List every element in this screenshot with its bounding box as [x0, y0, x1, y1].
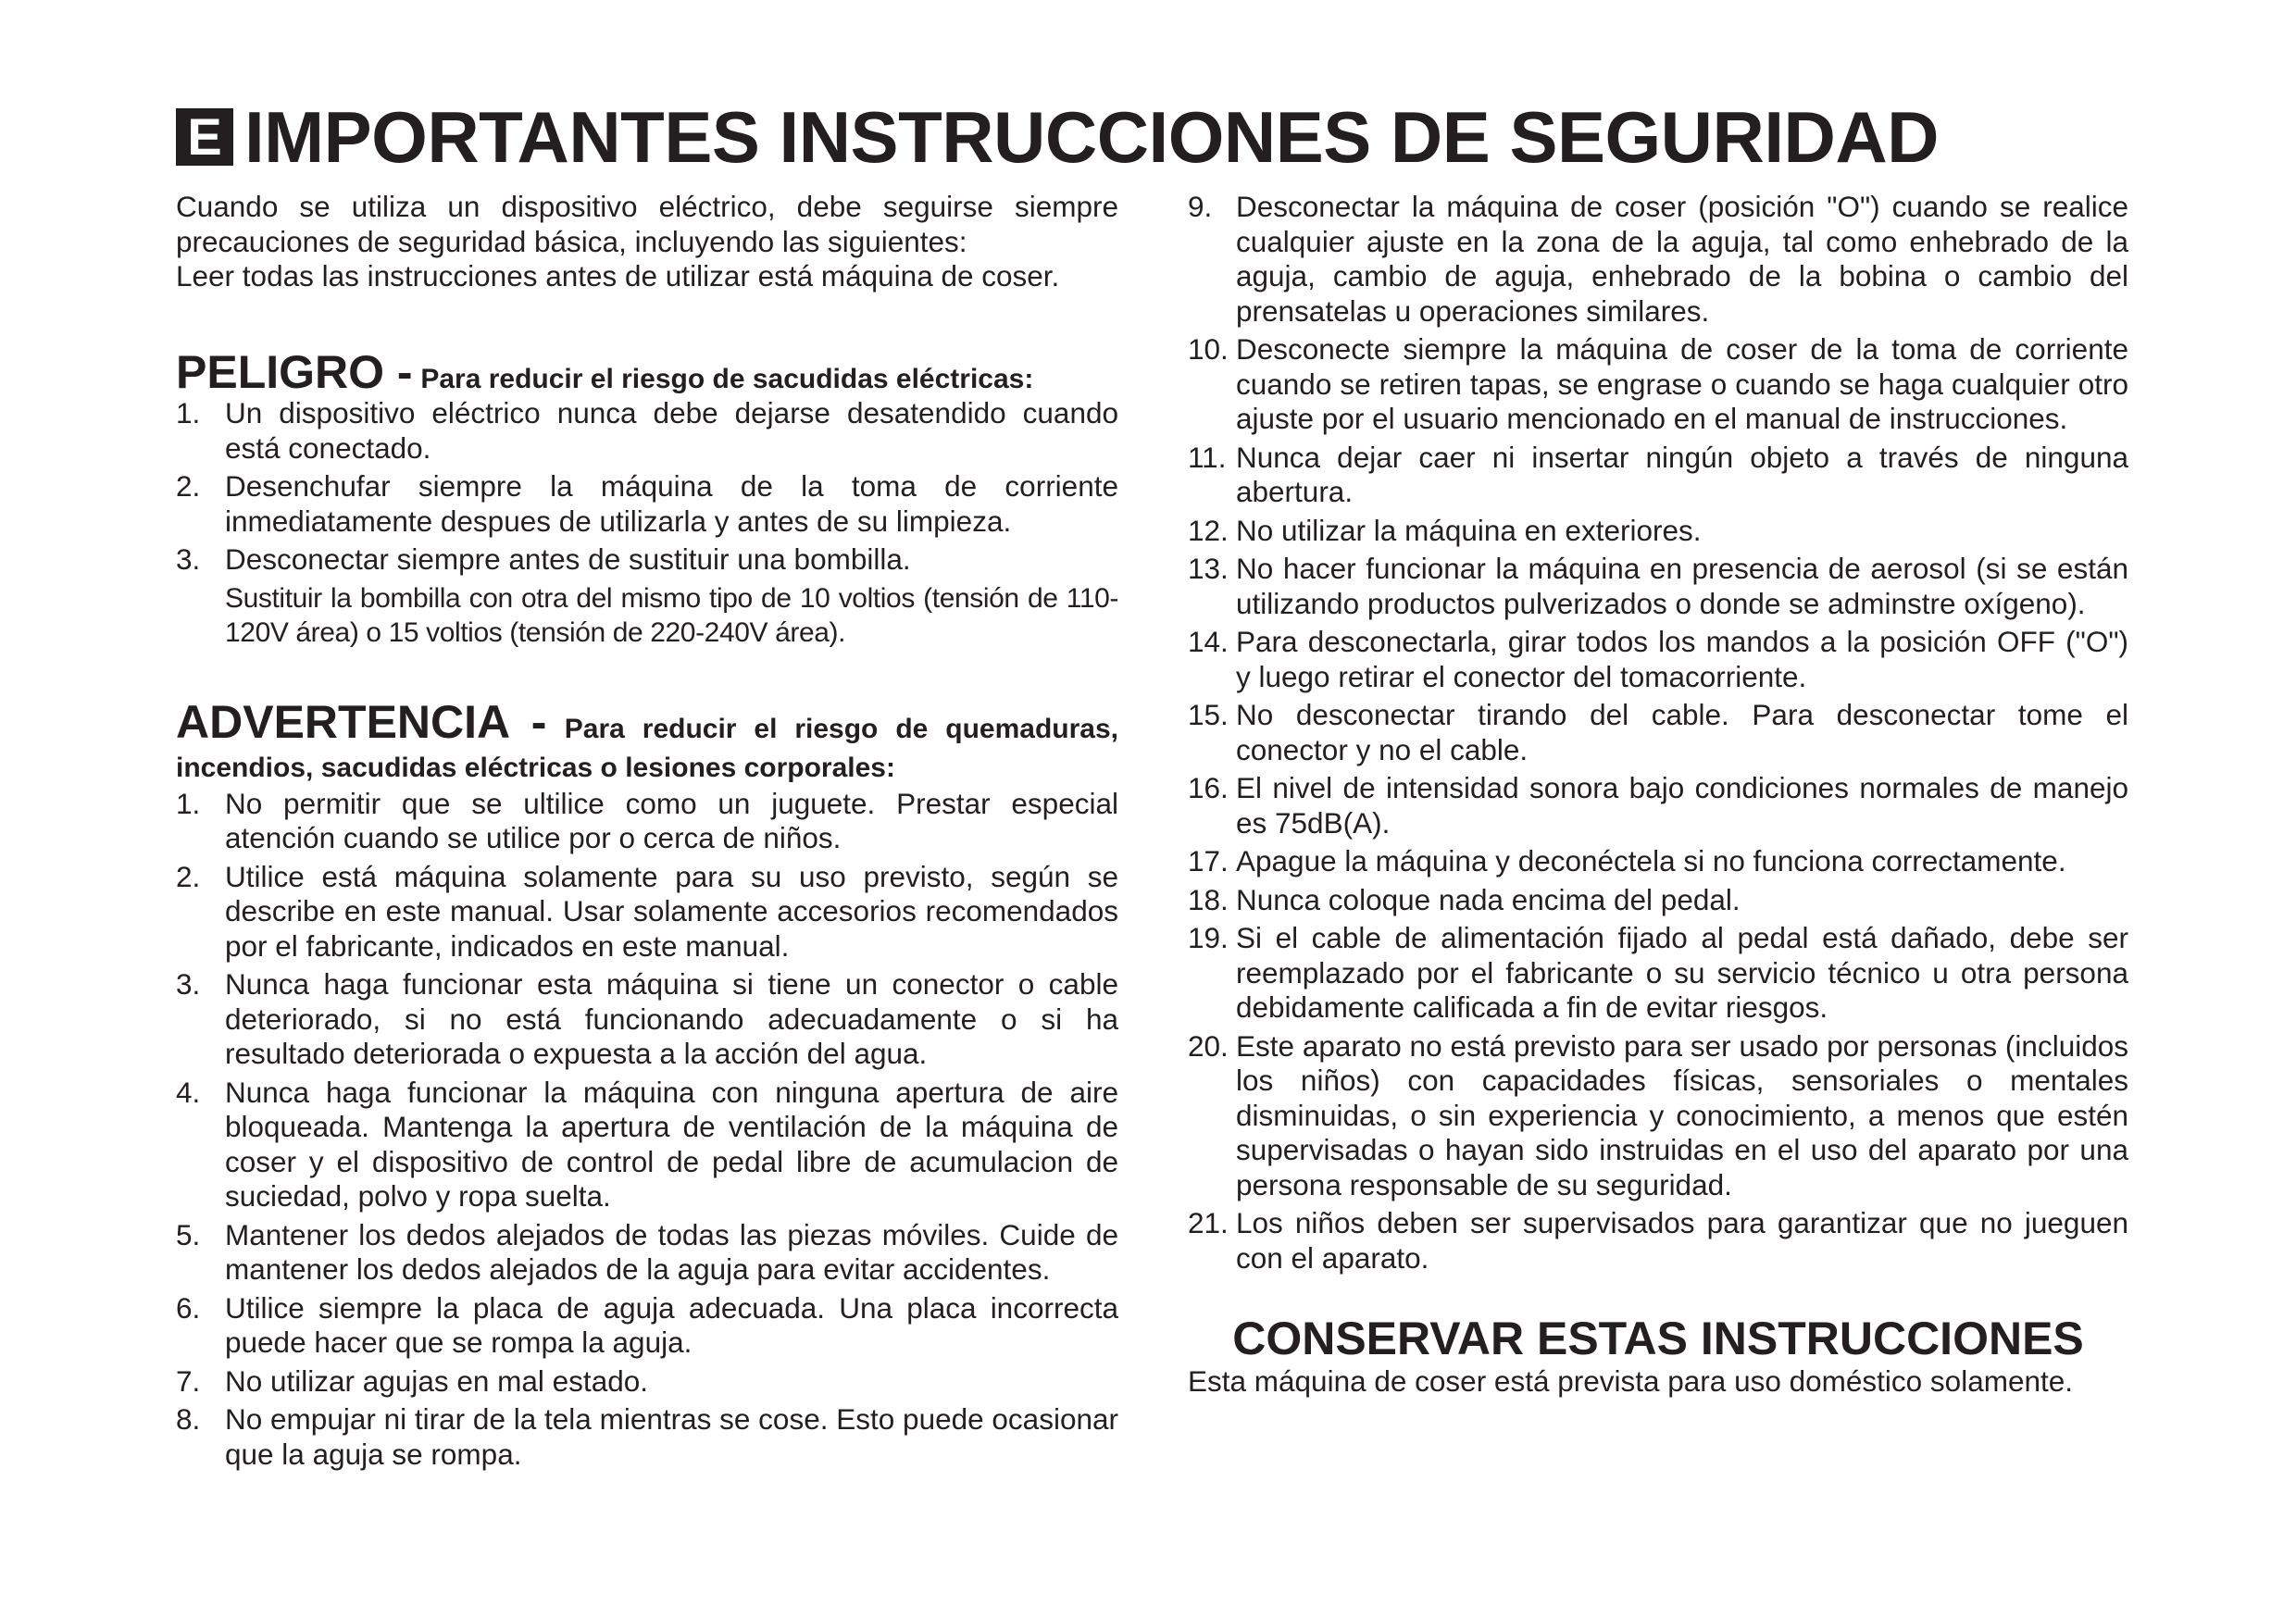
advertencia-heading: [176, 695, 1118, 787]
item-number: 12.: [1188, 513, 1229, 547]
page-title: IMPORTANTES INSTRUCCIONES DE SEGURIDAD: [244, 96, 1939, 178]
list-item: [1188, 332, 2128, 437]
item-number: 20.: [1188, 1028, 1229, 1063]
item-text: No desconectar tirando del cable. Para desconectar tome el conector y no el cable.: [1236, 698, 2128, 766]
item-number: 9.: [1188, 190, 1213, 223]
advertencia-subtitle: Para reducir el riesgo de quemaduras, incendios, sacudidas eléctricas o lesiones corporales:: [176, 713, 1118, 783]
list-item: [176, 469, 1118, 539]
item-text: Si el cable de alimentación fijado al pedal está dañado, debe ser reemplazado por el fabricante o su servicio técnico u otra persona debidamente calificada a fin de evitar riesgos.: [1236, 921, 2128, 1024]
peligro-list: [176, 396, 1118, 578]
list-item: [1188, 771, 2128, 840]
item-number: 6.: [176, 1290, 201, 1325]
bulb-note: Sustituir la bombilla con otra del mismo tipo de 10 voltios (tensión de 110-120V área) o 15 voltios (tensión de 220-240V área).: [225, 582, 1118, 648]
list-item: [1188, 514, 2128, 549]
list-item: [1188, 1206, 2128, 1276]
item-text: El nivel de intensidad sonora bajo condiciones normales de manejo es 75dB(A).: [1236, 771, 2128, 840]
intro-read-all: Leer todas las instrucciones antes de utilizar está máquina de coser.: [176, 259, 1060, 292]
item-text: No empujar ni tirar de la tela mientras se cose. Esto puede ocasionar que la aguja se rompa.: [225, 1402, 1118, 1471]
item-number: 19.: [1188, 921, 1229, 954]
intro: [176, 190, 1118, 294]
item-text: Desconecte siempre la máquina de coser de la toma de corriente cuando se retiren tapas, se engrase o cuando se haga cualquier otro ajuste por el usuario mencionado en el manual de instrucciones.: [1236, 332, 2128, 435]
item-text: Nunca haga funcionar la máquina con ninguna apertura de aire bloqueada. Mantenga la apertura de ventilación de la máquina de coser y el dispositivo de control de pedal libre de acumulacion de suciedad, polvo y ropa suelta.: [225, 1075, 1118, 1213]
peligro-subtitle: Para reducir el riesgo de sacudidas eléctricas:: [420, 363, 1034, 394]
item-number: 15.: [1188, 698, 1229, 731]
item-text: Desenchufar siempre la máquina de la toma de corriente inmediatamente despues de utilizarla y antes de su limpieza.: [225, 469, 1118, 538]
list-item: [176, 1218, 1118, 1288]
list-item: [1188, 921, 2128, 1026]
list-item: [176, 1291, 1118, 1361]
language-badge: E: [176, 108, 233, 166]
item-number: 18.: [1188, 882, 1229, 916]
item-text: No utilizar la máquina en exteriores.: [1236, 513, 1702, 547]
list-item: [176, 1364, 1118, 1400]
item-text: No utilizar agujas en mal estado.: [225, 1363, 648, 1398]
list-item: [176, 542, 1118, 578]
item-text: Para desconectarla, girar todos los mandos a la posición OFF ("O") y luego retirar el conector del tomacorriente.: [1236, 625, 2128, 693]
list-item: [1188, 844, 2128, 879]
item-number: 5.: [176, 1217, 201, 1251]
list-item: [176, 396, 1118, 466]
continued-list: [1188, 190, 2128, 1276]
list-item: [1188, 190, 2128, 329]
title-row: [176, 96, 1939, 178]
item-text: Utilice está máquina solamente para su uso previsto, según se describe en este manual. Usar solamente accesorios recomendados por el fabricante, indicados en este manual.: [225, 859, 1118, 963]
item-number: 14.: [1188, 625, 1229, 658]
item-number: 3.: [176, 967, 201, 1001]
list-item: [1188, 625, 2128, 694]
item-text: Nunca haga funcionar esta máquina si tiene un conector o cable deteriorado, si no está funcionando adecuadamente o si ha resultado deteriorada o expuesta a la acción del agua.: [225, 967, 1118, 1070]
intro-text: Cuando se utiliza un dispositivo eléctrico, debe seguirse siempre precauciones de seguridad básica, incluyendo las siguientes:: [176, 190, 1118, 258]
list-item: [176, 967, 1118, 1072]
item-text: Apague la máquina y deconéctela si no funciona correctamente.: [1236, 844, 2066, 877]
item-number: 21.: [1188, 1206, 1229, 1239]
item-text: Utilice siempre la placa de aguja adecuada. Una placa incorrecta puede hacer que se rompa la aguja.: [225, 1290, 1118, 1359]
list-item: [1188, 883, 2128, 918]
item-text: Este aparato no está previsto para ser usado por personas (incluidos los niños) con capacidades físicas, sensoriales o mentales disminuidas, o sin experiencia y conocimiento, a menos que estén supervisadas o hayan sido instruidas en el uso del aparato por una persona responsable de su seguridad.: [1236, 1028, 2128, 1201]
item-text: Nunca dejar caer ni insertar ningún objeto a través de ninguna abertura.: [1236, 440, 2128, 508]
item-number: 2.: [176, 859, 201, 893]
item-text: Nunca coloque nada encima del pedal.: [1236, 882, 1741, 916]
peligro-title: PELIGRO -: [176, 345, 413, 398]
item-text: Desconectar la máquina de coser (posición "O") cuando se realice cualquier ajuste en la zona de la aguja, tal como enhebrado de la aguja, cambio de aguja, enhebrado de la bobina o cambio del prensatelas u operaciones similares.: [1236, 190, 2128, 328]
advertencia-list: [176, 787, 1118, 1473]
item-number: 4.: [176, 1075, 201, 1109]
item-text: No permitir que se ultilice como un juguete. Prestar especial atención cuando se utilice por o cerca de niños.: [225, 786, 1118, 854]
list-item: [176, 1402, 1118, 1472]
left-column: [176, 190, 1118, 1475]
list-item: [1188, 1029, 2128, 1203]
item-text: Mantener los dedos alejados de todas las piezas móviles. Cuide de mantener los dedos alejados de la aguja para evitar accidentes.: [225, 1217, 1118, 1286]
item-number: 11.: [1188, 440, 1227, 474]
item-number: 10.: [1188, 332, 1229, 366]
save-instructions-title: CONSERVAR ESTAS INSTRUCCIONES: [1232, 1313, 2084, 1364]
item-number: 17.: [1188, 844, 1229, 877]
item-text: Desconectar siempre antes de sustituir una bombilla.: [225, 542, 911, 576]
item-number: 1.: [176, 786, 201, 820]
list-item: [176, 787, 1118, 856]
list-item: [176, 860, 1118, 965]
domestic-use-note: Esta máquina de coser está prevista para uso doméstico solamente.: [1188, 1364, 2074, 1398]
item-text: Los niños deben ser supervisados para garantizar que no jueguen con el aparato.: [1236, 1206, 2128, 1275]
item-number: 7.: [176, 1363, 201, 1398]
right-column: [1188, 190, 2128, 1400]
item-text: Un dispositivo eléctrico nunca debe dejarse desatendido cuando está conectado.: [225, 396, 1118, 465]
item-number: 13.: [1188, 552, 1229, 585]
list-item: [176, 1076, 1118, 1214]
item-number: 2.: [176, 469, 201, 503]
item-number: 3.: [176, 542, 201, 576]
list-item: [1188, 698, 2128, 767]
item-number: 8.: [176, 1402, 201, 1436]
peligro-heading: [176, 345, 1118, 398]
item-number: 1.: [176, 396, 201, 429]
item-number: 16.: [1188, 771, 1229, 804]
list-item: [1188, 552, 2128, 621]
item-text: No hacer funcionar la máquina en presencia de aerosol (si se están utilizando productos pulverizados o donde se adminstre oxígeno).: [1236, 552, 2128, 620]
list-item: [1188, 441, 2128, 510]
advertencia-title: ADVERTENCIA -: [176, 695, 547, 748]
